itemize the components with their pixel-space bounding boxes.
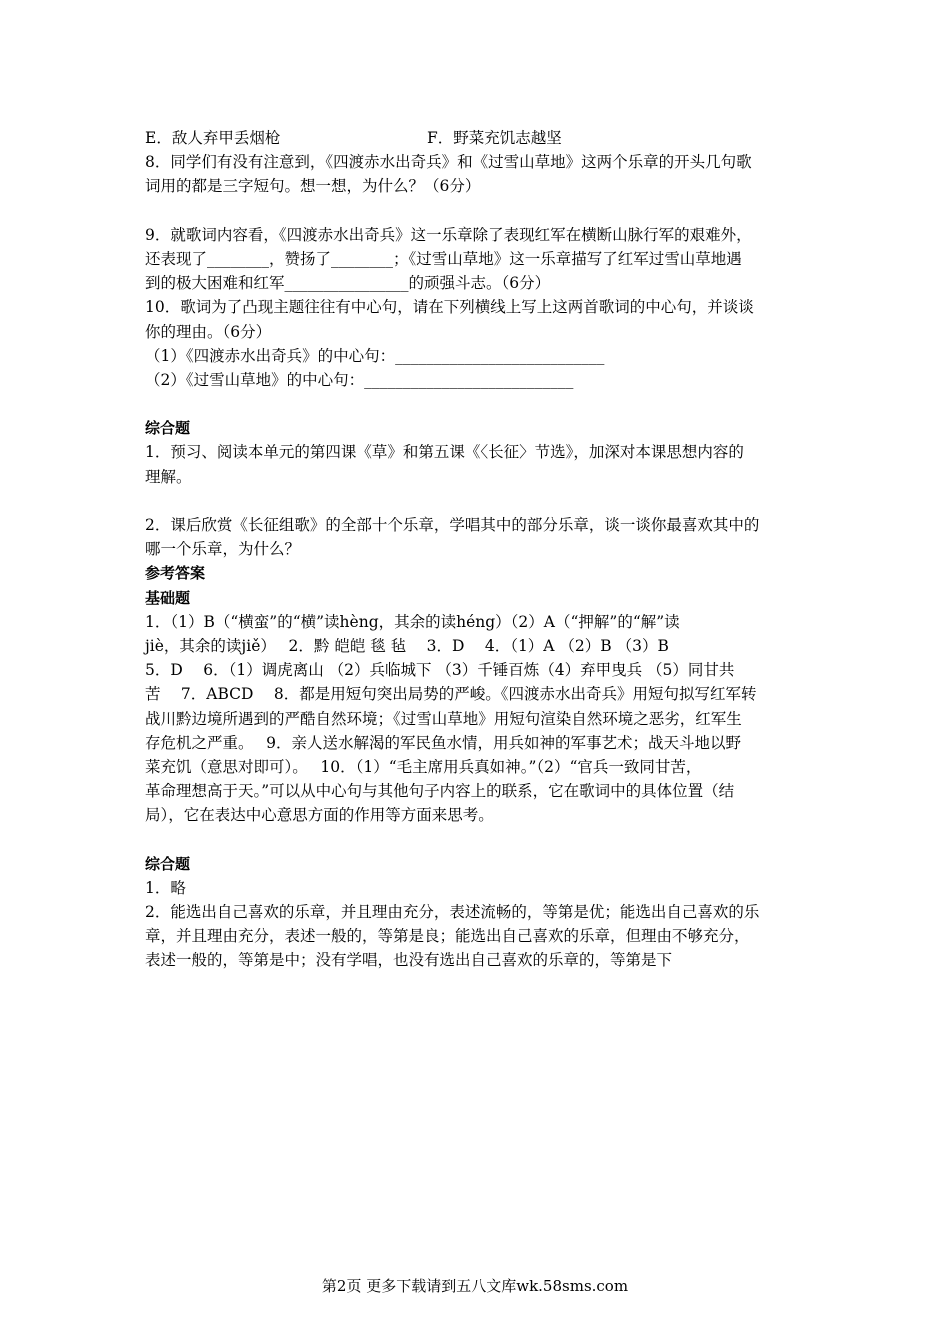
- question-8-line-1: 8．同学们有没有注意到，《四渡赤水出奇兵》和《过雪山草地》这两个乐章的开头几句歌: [145, 153, 752, 172]
- answer-line: 菜充饥（意思对即可）。 10．（1）“毛主席用兵真如神。”（2）“官兵一致同甘苦，: [145, 757, 702, 776]
- answers-subheading: 基础题: [145, 588, 191, 607]
- comprehensive-heading: 综合题: [145, 419, 191, 438]
- answer-line: 存危机之严重。 9．亲人送水解渴的军民鱼水情，用兵如神的军事艺术；战天斗地以野: [145, 733, 742, 752]
- question-10-line-1: 10．歌词为了凸现主题往往有中心句，请在下列横线上写上这两首歌词的中心句，并谈谈: [145, 298, 754, 317]
- question-10-sub-2: （2）《过雪山草地》的中心句：___________________________: [145, 370, 574, 389]
- answer-line: jiè，其余的读jiě） 2．黔 皑皑 毯 毡 3．D 4．（1）A （2）B （3）B: [145, 636, 669, 655]
- question-9-line-3: 到的极大困难和红军________________的顽强斗志。（6分）: [145, 274, 551, 293]
- option-e: E．敌人弃甲丢烟枪: [145, 129, 281, 147]
- answer-line: 局），它在表达中心意思方面的作用等方面来思考。: [145, 806, 494, 825]
- answers-comprehensive-heading: 综合题: [145, 854, 191, 873]
- answers-comprehensive-line: 2．能选出自己喜欢的乐章，并且理由充分，表述流畅的，等第是优；能选出自己喜欢的乐: [145, 903, 760, 921]
- comprehensive-line: 1．预习、阅读本单元的第四课《草》和第五课《〈长征〉节选》，加深对本课思想内容的: [145, 443, 744, 462]
- options-row: [145, 126, 810, 150]
- question-10-line-2: 你的理由。（6分）: [145, 322, 272, 341]
- answers-comprehensive-line: 1．略: [145, 878, 186, 897]
- answers-comprehensive-line: 章，并且理由充分，表述一般的，等第是良；能选出自己喜欢的乐章，但理由不够充分，: [145, 927, 750, 946]
- answers-comprehensive-line: 表述一般的，等第是中；没有学唱，也没有选出自己喜欢的乐章的，等第是下: [145, 951, 673, 970]
- page-footer: 第2页 更多下载请到五八文库wk.58sms.com: [321, 1277, 629, 1295]
- answers-heading: 参考答案: [145, 564, 206, 583]
- question-9-line-2: 还表现了________，赞扬了________；《过雪山草地》这一乐章描写了红军过雪山草地遇: [145, 249, 742, 268]
- answer-line: 苦 7．ABCD 8．都是用短句突出局势的严峻。《四渡赤水出奇兵》用短句拟写红军转: [145, 685, 757, 704]
- question-9-line-1: 9．就歌词内容看，《四渡赤水出奇兵》这一乐章除了表现红军在横断山脉行军的艰难外，: [145, 225, 752, 244]
- comprehensive-line: 哪一个乐章，为什么？: [145, 540, 301, 559]
- comprehensive-line: 2．课后欣赏《长征组歌》的全部十个乐章，学唱其中的部分乐章，谈一谈你最喜欢其中的: [145, 516, 760, 534]
- answer-line: 革命理想高于天。”可以从中心句与其他句子内容上的联系，它在歌词中的具体位置（结: [145, 782, 735, 801]
- question-10-sub-1: （1）《四渡赤水出奇兵》的中心句：___________________________: [145, 346, 605, 365]
- answer-line: 1．（1）B（“横蛮”的“横”读hèng，其余的读héng）（2）A（“押解”的“解”读: [145, 612, 680, 631]
- answer-line: 5．D 6．（1）调虎离山 （2）兵临城下 （3）千锤百炼（4）弃甲曳兵 （5）同甘共: [145, 661, 735, 680]
- comprehensive-line: 理解。: [145, 467, 192, 486]
- answer-line: 战川黔边境所遇到的严酷自然环境；《过雪山草地》用短句渲染自然环境之恶劣，红军生: [145, 709, 742, 728]
- page-content: [145, 126, 810, 973]
- question-8-line-2: 词用的都是三字短句。想一想，为什么？（6分）: [145, 177, 481, 196]
- option-f: F．野菜充饥志越坚: [427, 129, 562, 147]
